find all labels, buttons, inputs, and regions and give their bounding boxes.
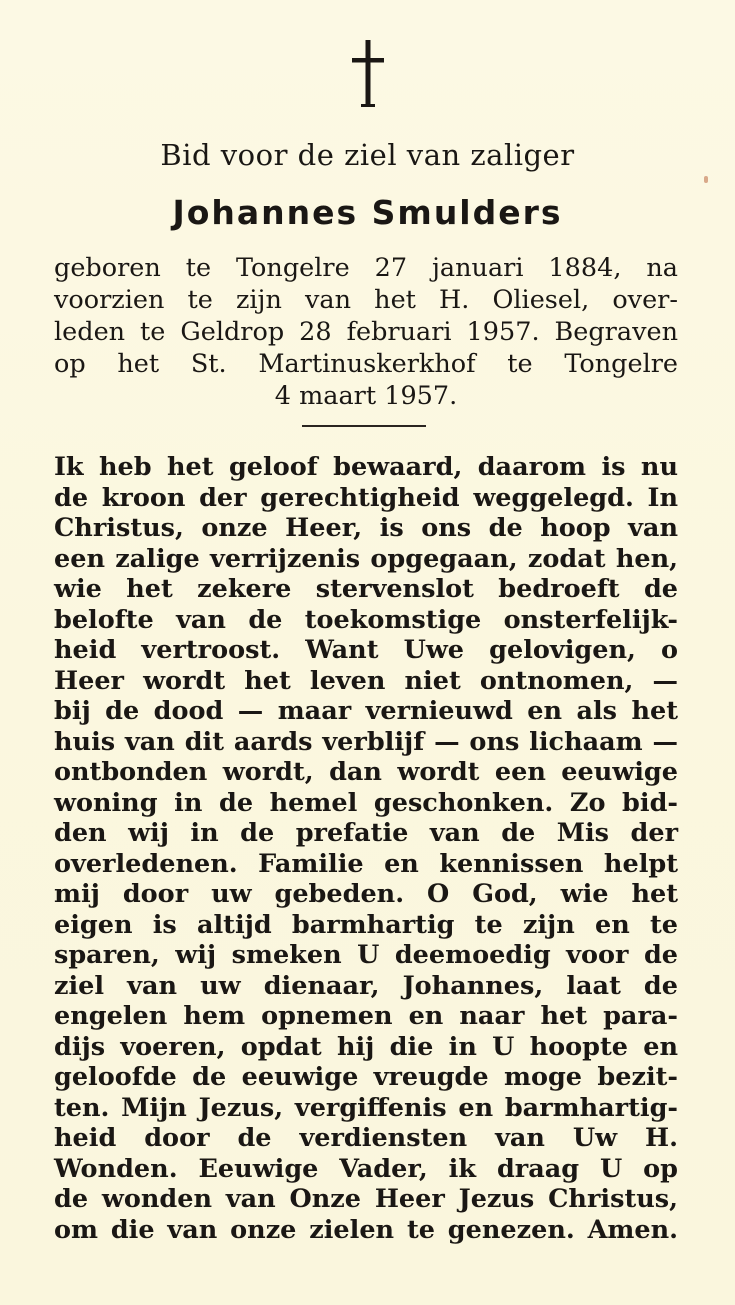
prayer-line: belofte van de toekomstige onsterfelijk- xyxy=(54,604,678,635)
prayer-line: mij door uw gebeden. O God, wie het xyxy=(54,879,678,909)
biography-paragraph xyxy=(54,252,678,412)
prayer-line: geloofde de eeuwige vreugde moge bezit- xyxy=(54,1062,678,1092)
prayer-line: Wonden. Eeuwige Vader, ik draag U op xyxy=(54,1153,678,1184)
prayer-line: om die van onze zielen te genezen. Amen. xyxy=(54,1214,678,1245)
prayer-line: ziel van uw dienaar, Johannes, laat de xyxy=(54,970,678,1001)
cross-icon-graphic xyxy=(348,40,388,110)
prayer-paragraph xyxy=(54,452,678,1245)
bio-line: geboren te Tongelre 27 januari 1884, na xyxy=(54,253,678,283)
prayer-line: dijs voeren, opdat hij die in U hoopte en xyxy=(54,1031,678,1062)
prayer-line: engelen hem opnemen en naar het para- xyxy=(54,1001,678,1031)
prayer-heading: Bid voor de ziel van zaliger xyxy=(160,138,575,172)
prayer-line: wie het zekere stervenslot bedroeft de xyxy=(54,574,678,604)
prayer-line: Ik heb het geloof bewaard, daarom is nu xyxy=(54,452,678,482)
prayer-line: sparen, wij smeken U deemoedig voor de xyxy=(54,940,678,970)
prayer-line: Christus, onze Heer, is ons de hoop van xyxy=(54,513,678,543)
prayer-line: Heer wordt het leven niet ontnomen, — xyxy=(54,665,678,696)
cross-icon xyxy=(0,40,735,110)
prayer-line: de kroon der gerechtigheid weggelegd. In xyxy=(54,482,678,513)
prayer-line: bij de dood — maar vernieuwd en als het xyxy=(54,696,678,726)
bio-line: leden te Geldrop 28 februari 1957. Begraven xyxy=(54,317,678,347)
bio-line: op het St. Martinuskerkhof te Tongelre xyxy=(54,349,678,379)
prayer-line: den wij in de prefatie van de Mis der xyxy=(54,818,678,848)
prayer-line: woning in de hemel geschonken. Zo bid- xyxy=(54,787,678,818)
prayer-line: huis van dit aards verblijf — ons lichaam — xyxy=(54,726,678,757)
prayer-line: ten. Mijn Jezus, vergiffenis en barmhartig- xyxy=(54,1092,678,1123)
bio-line: voorzien te zijn van het H. Oliesel, over- xyxy=(54,285,678,315)
prayer-line: ontbonden wordt, dan wordt een eeuwige xyxy=(54,757,678,787)
prayer-line: heid vertroost. Want Uwe gelovigen, o xyxy=(54,635,678,665)
divider-rule xyxy=(302,425,426,427)
prayer-line: eigen is altijd barmhartig te zijn en te xyxy=(54,909,678,940)
prayer-line: de wonden van Onze Heer Jezus Christus, xyxy=(54,1184,678,1214)
prayer-line: een zalige verrijzenis opgegaan, zodat hen, xyxy=(54,543,678,574)
prayer-line: heid door de verdiensten van Uw H. xyxy=(54,1123,678,1153)
deceased-name: Johannes Smulders xyxy=(172,193,563,232)
bio-line: 4 maart 1957. xyxy=(274,381,458,411)
prayer-line: overledenen. Familie en kennissen helpt xyxy=(54,848,678,879)
paper-speck xyxy=(704,176,708,183)
